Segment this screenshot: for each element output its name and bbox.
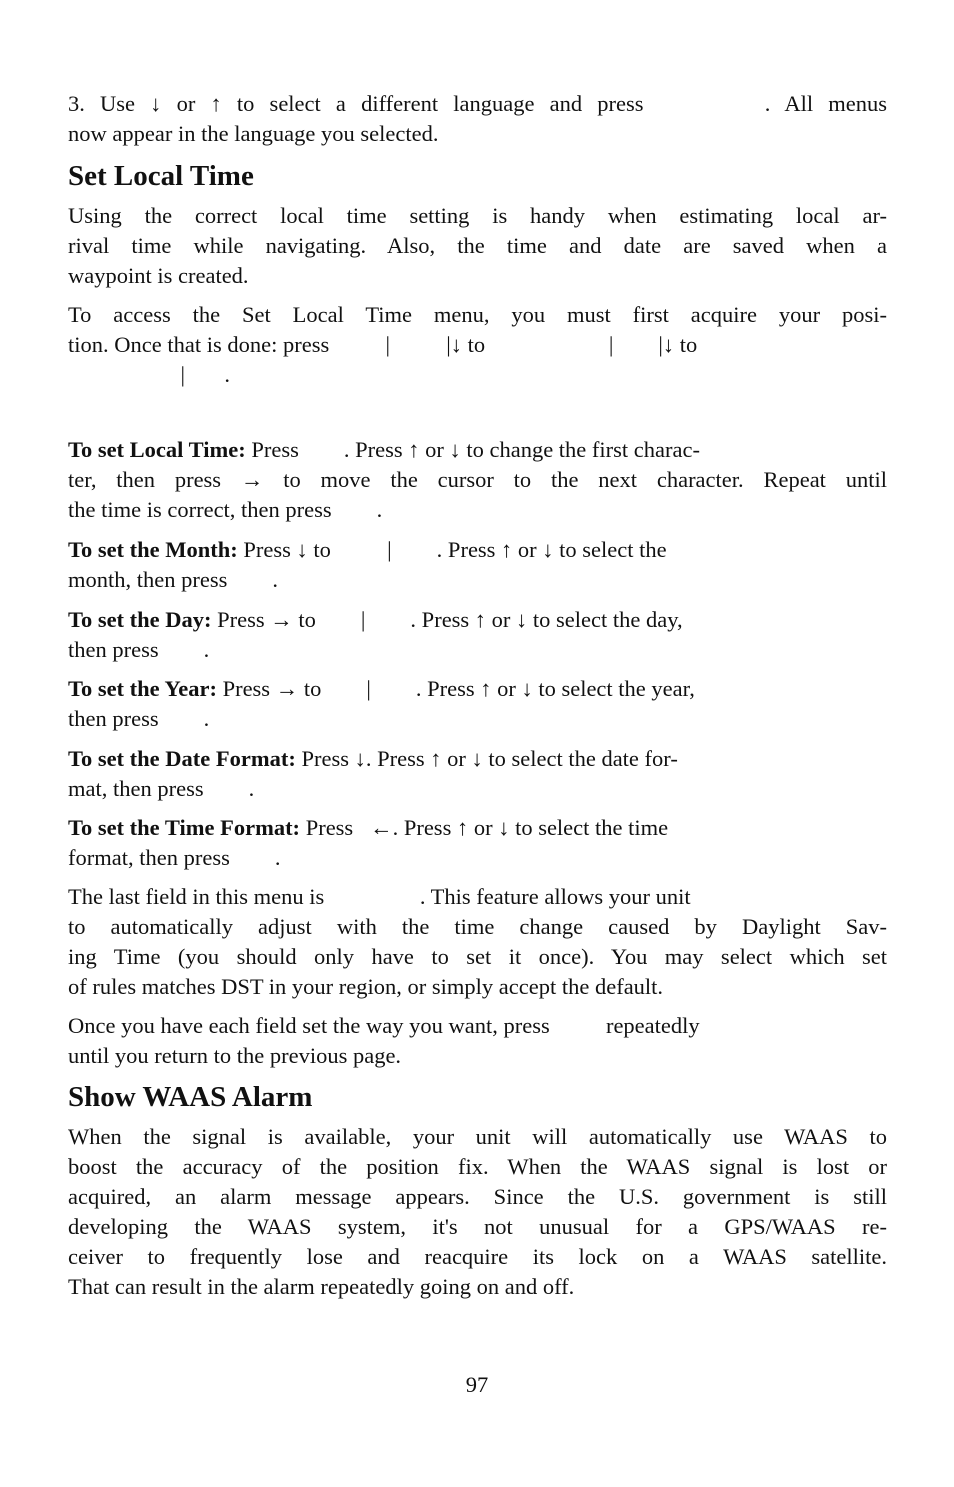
- instruction-label: To set the Date Format:: [68, 746, 296, 771]
- text-line: [68, 813, 887, 843]
- language-step-paragraph: [68, 89, 887, 149]
- text-line: [68, 435, 887, 465]
- exit-menu-paragraph: [68, 1011, 887, 1071]
- text-line: month, then press .: [68, 567, 278, 592]
- text-line: boost the accuracy of the position fix. When the WAAS signal is lost or: [68, 1154, 887, 1179]
- text-line: 3. Use ↓ or ↑ to select a different language and press . All menus: [68, 91, 887, 116]
- instruction-text: Press ↓ to | . Press ↑ or ↓ to select the: [237, 537, 667, 562]
- instruction-text: Press → to | . Press ↑ or ↓ to select the year,: [216, 676, 695, 701]
- text-line: developing the WAAS system, it's not unusual for a GPS/WAAS re-: [68, 1214, 887, 1239]
- text-line: [68, 605, 887, 635]
- set-day-instructions: [68, 605, 887, 665]
- instruction-label: To set Local Time:: [68, 437, 246, 462]
- set-year-instructions: [68, 674, 887, 734]
- text-line: of rules matches DST in your region, or simply accept the default.: [68, 974, 664, 999]
- instruction-text: Press . Press ↑ or ↓ to change the first charac-: [245, 437, 700, 462]
- text-line: then press .: [68, 706, 210, 731]
- instruction-text: Press → to | . Press ↑ or ↓ to select the day,: [211, 607, 683, 632]
- instruction-label: To set the Day:: [68, 607, 212, 632]
- text-line: the time is correct, then press .: [68, 497, 383, 522]
- dst-paragraph: [68, 882, 887, 1002]
- local-time-intro-paragraph: [68, 201, 887, 291]
- section-heading-show-waas-alarm: Show WAAS Alarm: [68, 1081, 313, 1113]
- text-line: | .: [68, 362, 231, 387]
- set-month-instructions: [68, 535, 887, 595]
- access-menu-paragraph: [68, 300, 887, 390]
- text-line: tion. Once that is done: press | |↓ to | |↓ to: [68, 332, 698, 357]
- text-line: ceiver to frequently lose and reacquire its lock on a WAAS satellite.: [68, 1244, 887, 1269]
- text-line: [68, 744, 887, 774]
- text-line: until you return to the previous page.: [68, 1043, 402, 1068]
- text-line: Once you have each field set the way you want, press repeatedly: [68, 1013, 700, 1038]
- text-line: [68, 535, 887, 565]
- set-date-format-instructions: [68, 744, 887, 804]
- text-line: waypoint is created.: [68, 263, 249, 288]
- text-line: When the signal is available, your unit will automatically use WAAS to: [68, 1124, 887, 1149]
- text-line: now appear in the language you selected.: [68, 121, 439, 146]
- text-line: ter, then press → to move the cursor to the next character. Repeat until: [68, 467, 887, 492]
- instruction-label: To set the Time Format:: [68, 815, 301, 840]
- text-line: acquired, an alarm message appears. Since the U.S. government is still: [68, 1184, 887, 1209]
- instruction-text: Press ↓. Press ↑ or ↓ to select the date for-: [295, 746, 678, 771]
- page-number: 97: [465, 1372, 489, 1397]
- text-line: rival time while navigating. Also, the time and date are saved when a: [68, 233, 887, 258]
- instruction-text: Press ←. Press ↑ or ↓ to select the time: [300, 815, 669, 840]
- set-local-time-instructions: [68, 435, 887, 525]
- text-line: The last field in this menu is . This feature allows your unit: [68, 884, 691, 909]
- set-time-format-instructions: [68, 813, 887, 873]
- text-line: To access the Set Local Time menu, you must first acquire your posi-: [68, 302, 887, 327]
- instruction-label: To set the Year:: [68, 676, 217, 701]
- text-line: to automatically adjust with the time change caused by Daylight Sav-: [68, 914, 887, 939]
- text-line: mat, then press .: [68, 776, 255, 801]
- text-line: ing Time (you should only have to set it once). You may select which set: [68, 944, 887, 969]
- text-line: then press .: [68, 637, 210, 662]
- waas-alarm-paragraph: [68, 1122, 887, 1302]
- instruction-label: To set the Month:: [68, 537, 238, 562]
- text-line: format, then press .: [68, 845, 281, 870]
- section-heading-set-local-time: Set Local Time: [68, 160, 254, 192]
- text-line: Using the correct local time setting is handy when estimating local ar-: [68, 203, 887, 228]
- text-line: [68, 674, 887, 704]
- text-line: That can result in the alarm repeatedly going on and off.: [68, 1274, 575, 1299]
